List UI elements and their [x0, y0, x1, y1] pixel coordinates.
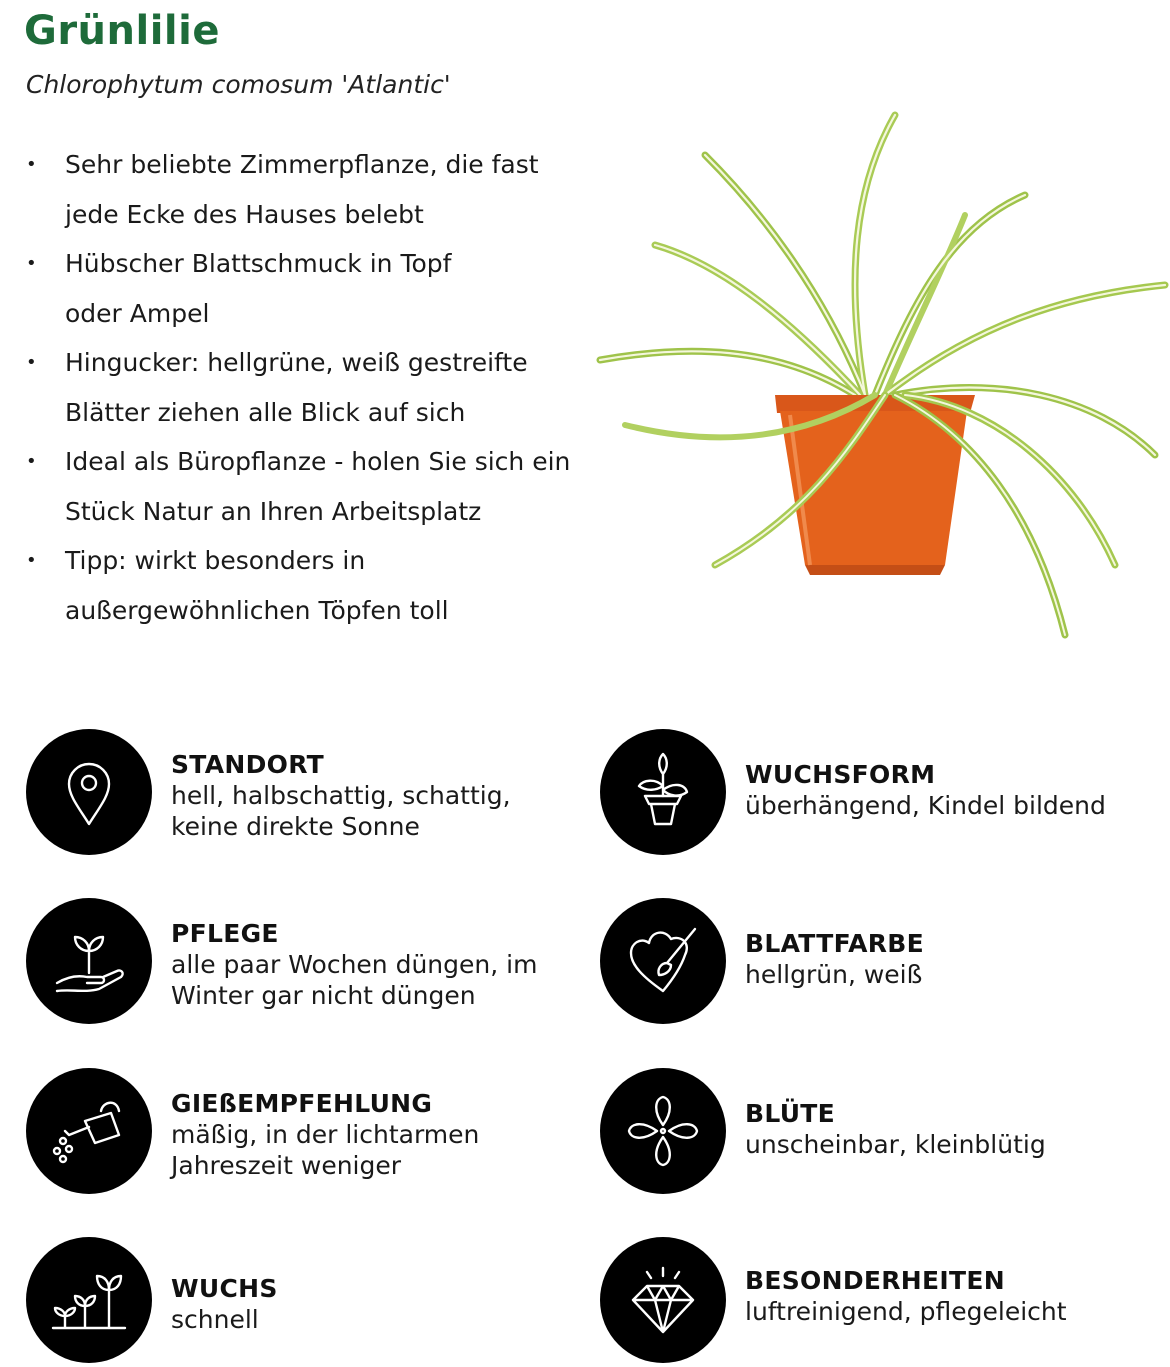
feature-desc: Winter gar nicht düngen	[171, 981, 476, 1010]
feature-desc: überhängend, Kindel bildend	[745, 791, 1106, 820]
feature-desc: luftreinigend, pflegeleicht	[745, 1297, 1067, 1326]
page-title: Grünlilie	[24, 8, 220, 54]
list-item: • Tipp: wirkt besonders in außergewöhnlichen Töpfen toll	[26, 536, 465, 635]
potted-plant-icon	[600, 729, 726, 855]
botanical-name: Chlorophytum comosum 'Atlantic'	[26, 70, 451, 99]
feature-title: GIEßEMPFEHLUNG	[171, 1089, 433, 1118]
feature-title: BESONDERHEITEN	[745, 1266, 1005, 1295]
feature-desc: unscheinbar, kleinblütig	[745, 1130, 1046, 1159]
list-item: • Hübscher Blattschmuck in Topf oder Ampel	[26, 239, 465, 338]
feature-desc: Jahreszeit weniger	[171, 1151, 402, 1180]
flower-icon	[600, 1068, 726, 1194]
watering-can-icon	[26, 1068, 152, 1194]
feature-bluete	[600, 1068, 1140, 1198]
list-item: • Ideal als Büropflanze - holen Sie sich ein Stück Natur an Ihren Arbeitsplatz	[26, 437, 605, 536]
list-item: • Sehr beliebte Zimmerpflanze, die fast jede Ecke des Hauses belebt	[26, 140, 586, 239]
flower-pot	[775, 395, 975, 575]
growing-plants-icon	[26, 1237, 152, 1363]
feature-besonderheiten	[600, 1237, 1140, 1367]
hand-seedling-icon	[26, 898, 152, 1024]
feature-title: WUCHS	[171, 1274, 278, 1303]
feature-desc: mäßig, in der lichtarmen	[171, 1120, 480, 1149]
feature-desc: hell, halbschattig, schattig,	[171, 781, 511, 810]
feature-desc: schnell	[171, 1305, 259, 1334]
feature-title: BLATTFARBE	[745, 929, 925, 958]
list-item: • Hingucker: hellgrüne, weiß gestreifte Blätter ziehen alle Blick auf sich	[26, 338, 565, 437]
feature-blattfarbe	[600, 898, 1140, 1028]
diamond-icon	[600, 1237, 726, 1363]
plant-image	[595, 95, 1170, 640]
location-pin-icon	[26, 729, 152, 855]
feature-standort	[26, 729, 566, 859]
feature-wuchsform	[600, 729, 1140, 859]
feature-title: BLÜTE	[745, 1099, 836, 1128]
feature-pflege	[26, 898, 566, 1028]
leaf-brush-icon	[600, 898, 726, 1024]
feature-title: STANDORT	[171, 750, 324, 779]
feature-list	[26, 140, 586, 635]
feature-title: PFLEGE	[171, 919, 279, 948]
feature-title: WUCHSFORM	[745, 760, 936, 789]
feature-desc: keine direkte Sonne	[171, 812, 420, 841]
feature-desc: alle paar Wochen düngen, im	[171, 950, 538, 979]
feature-wuchs	[26, 1237, 566, 1367]
feature-desc: hellgrün, weiß	[745, 960, 923, 989]
feature-giessempfehlung	[26, 1068, 566, 1198]
